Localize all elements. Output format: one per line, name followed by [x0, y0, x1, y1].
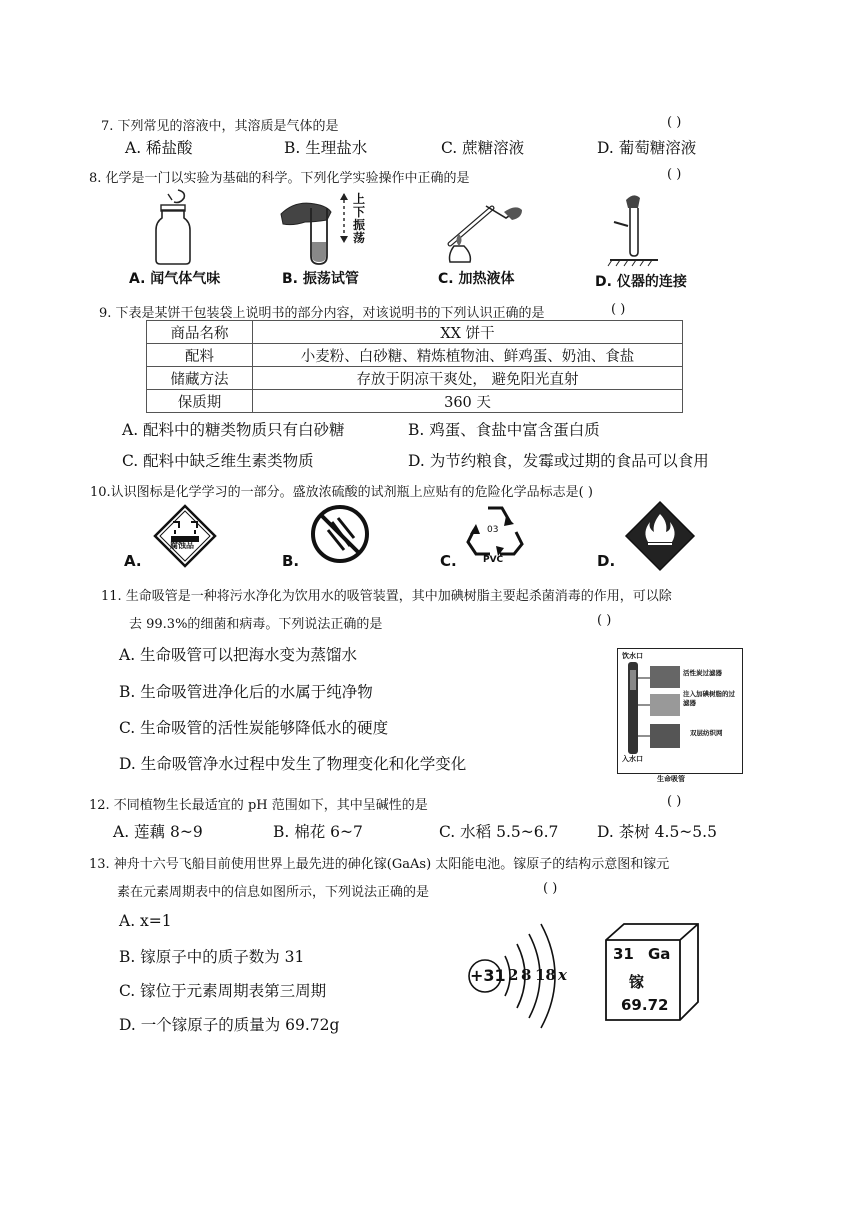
q8-caption-a: A. 闻气体气味	[129, 271, 221, 287]
q9-stem: 9. 下表是某饼干包装袋上说明书的部分内容，对该说明书的下列认识正确的是	[99, 306, 545, 321]
q8-caption-d: D. 仪器的连接	[595, 274, 687, 290]
table-cell: 储藏方法	[147, 367, 253, 390]
q9-option-b: B. 鸡蛋、食盐中富含蛋白质	[408, 421, 600, 439]
straw-label-iodine: 注入加碘树脂的过滤器	[683, 690, 735, 707]
atom-shell-2: 8	[521, 966, 532, 984]
straw-label-carbon: 活性炭过滤器	[683, 669, 722, 677]
shake-arrow-icon	[339, 192, 349, 244]
q9-option-a: A. 配料中的糖类物质只有白砂糖	[122, 421, 345, 439]
corrosive-sign-icon	[153, 504, 217, 568]
atom-shell-1: 2	[508, 966, 519, 984]
table-row	[147, 321, 683, 344]
straw-label-mesh: 双层纺织网	[690, 729, 723, 737]
q8-caption-b: B. 振荡试管	[282, 271, 359, 287]
q10-option-c: C.	[440, 552, 457, 570]
q12-option-b: B. 棉花 6~7	[273, 823, 363, 841]
q10-option-d: D.	[597, 552, 616, 570]
q8-answer-paren: ( )	[667, 167, 682, 182]
q9-answer-paren: ( )	[611, 302, 626, 317]
atom-shell-3: 18	[535, 966, 556, 984]
q10-option-b: B.	[282, 552, 300, 570]
q11-answer-paren: ( )	[597, 613, 612, 628]
biscuit-info-table	[146, 320, 683, 413]
atom-nucleus: +31	[470, 966, 506, 985]
element-number: 31	[613, 945, 634, 963]
q8-stem: 8. 化学是一门以实验为基础的科学。下列化学实验操作中正确的是	[89, 171, 470, 186]
table-row	[147, 367, 683, 390]
table-cell: 商品名称	[147, 321, 253, 344]
q11-option-a: A. 生命吸管可以把海水变为蒸馏水	[119, 646, 358, 664]
element-mass: 69.72	[621, 996, 669, 1014]
q10-option-a: A.	[124, 552, 142, 570]
table-row	[147, 344, 683, 367]
table-cell: XX 饼干	[253, 321, 683, 344]
q13-option-a: A. x=1	[119, 912, 172, 930]
q12-answer-paren: ( )	[667, 794, 682, 809]
corrosive-sign-text: 腐蚀品	[170, 541, 194, 550]
q13-answer-paren: ( )	[543, 881, 558, 896]
q8-caption-c: C. 加热液体	[438, 271, 515, 287]
q9-option-d: D. 为节约粮食，发霉或过期的食品可以食用	[408, 452, 709, 470]
q7-option-d: D. 葡萄糖溶液	[597, 139, 697, 157]
shake-label-1: 上	[353, 192, 366, 206]
flammable-sign-icon	[624, 500, 696, 572]
q12-stem: 12. 不同植物生长最适宜的 pH 范围如下，其中呈碱性的是	[89, 798, 428, 813]
table-cell: 小麦粉、白砂糖、精炼植物油、鲜鸡蛋、奶油、食盐	[253, 344, 683, 367]
q13-option-b: B. 镓原子中的质子数为 31	[119, 948, 305, 966]
shake-label-2: 下	[353, 205, 366, 219]
straw-top-label: 饮水口	[622, 651, 643, 660]
q10-stem: 10.认识图标是化学学习的一部分。盛放浓硫酸的试剂瓶上应贴有的危险化学品标志是( )	[90, 485, 593, 500]
element-name: 镓	[629, 973, 645, 991]
q13-option-c: C. 镓位于元素周期表第三周期	[119, 982, 327, 1000]
table-cell: 配料	[147, 344, 253, 367]
element-symbol: Ga	[648, 945, 671, 963]
atom-shell-4: x	[558, 966, 567, 984]
prohibition-sign-icon	[310, 504, 370, 564]
q12-option-a: A. 莲藕 8~9	[113, 823, 203, 841]
straw-bottom-label: 入水口	[622, 754, 643, 763]
q13-option-d: D. 一个镓原子的质量为 69.72g	[119, 1016, 340, 1034]
q12-option-c: C. 水稻 5.5~6.7	[439, 823, 559, 841]
connect-apparatus-illustration	[604, 188, 664, 268]
q11-option-c: C. 生命吸管的活性炭能够降低水的硬度	[119, 719, 389, 737]
shake-label-3: 振	[353, 218, 366, 232]
q12-option-d: D. 茶树 4.5~5.5	[597, 823, 717, 841]
heat-liquid-illustration	[436, 188, 526, 268]
q13-stem-line1: 13. 神舟十六号飞船目前使用世界上最先进的砷化镓(GaAs) 太阳能电池。镓原子的结构示意图和镓元	[89, 857, 670, 872]
recycle-number: 03	[487, 525, 499, 535]
table-cell: 360 天	[253, 390, 683, 413]
q7-stem: 7. 下列常见的溶液中，其溶质是气体的是	[101, 119, 339, 134]
table-cell: 存放于阴凉干爽处， 避免阳光直射	[253, 367, 683, 390]
shake-label-4: 荡	[353, 231, 366, 245]
q7-option-a: A. 稀盐酸	[125, 139, 193, 157]
q9-option-c: C. 配料中缺乏维生素类物质	[122, 452, 314, 470]
table-cell: 保质期	[147, 390, 253, 413]
q7-option-c: C. 蔗糖溶液	[441, 139, 525, 157]
smell-gas-illustration	[150, 188, 200, 268]
q11-option-d: D. 生命吸管净水过程中发生了物理变化和化学变化	[119, 755, 467, 773]
q7-answer-paren: ( )	[667, 115, 682, 130]
table-row	[147, 390, 683, 413]
q11-option-b: B. 生命吸管进净化后的水属于纯净物	[119, 683, 373, 701]
q13-stem-line2: 素在元素周期表中的信息如图所示，下列说法正确的是	[117, 885, 430, 900]
q11-stem-line1: 11. 生命吸管是一种将污水净化为饮用水的吸管装置，其中加碘树脂主要起杀菌消毒的作用，可以除	[101, 589, 672, 604]
life-straw-illustration	[622, 660, 682, 760]
q11-stem-line2: 去 99.3%的细菌和病毒。下列说法正确的是	[129, 617, 383, 632]
recycle-material: PVC	[483, 555, 504, 565]
straw-caption: 生命吸管	[657, 774, 685, 783]
q7-option-b: B. 生理盐水	[284, 139, 368, 157]
